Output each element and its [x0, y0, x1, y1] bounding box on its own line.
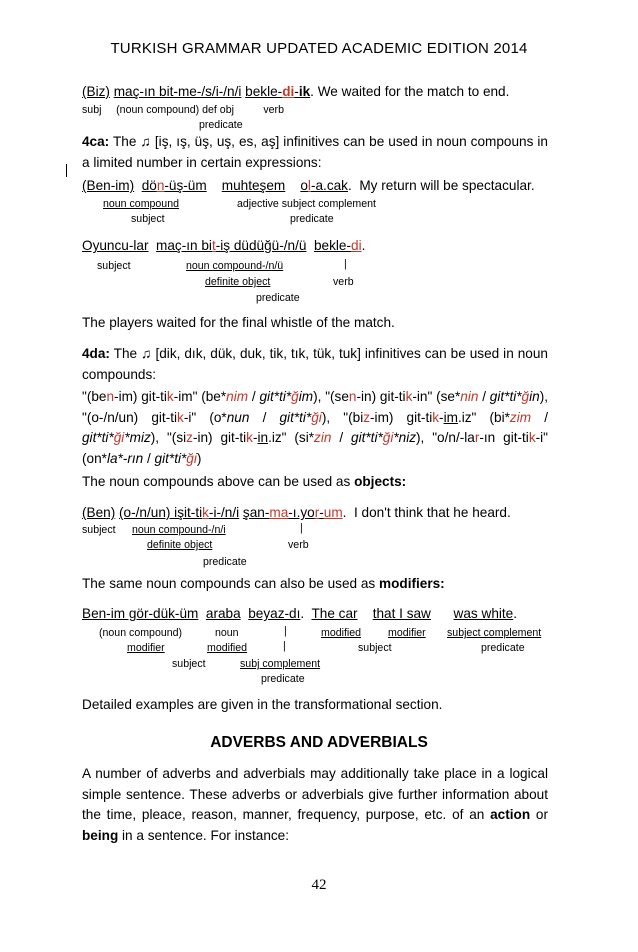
text-run: im	[298, 389, 314, 404]
syntax-label: subject	[131, 213, 165, 225]
text-run: "(be	[82, 389, 107, 404]
text-run: .	[361, 238, 366, 253]
text-run: in	[257, 430, 269, 445]
syntax-label: verb	[333, 276, 354, 288]
text-run: )	[196, 450, 202, 466]
text-run: -i" (o*	[183, 409, 227, 425]
syntax-label: |	[344, 258, 347, 270]
text-run: /	[248, 389, 260, 404]
text-run: -im" (be*	[173, 389, 227, 404]
text-run: Oyuncu-lar	[82, 238, 149, 253]
text-run	[134, 178, 142, 193]
text-run: ği	[311, 409, 322, 425]
syntax-label: modified	[321, 627, 362, 639]
text-run: -	[439, 409, 444, 425]
text-run: -iş düdüğü-/n/ü	[215, 238, 307, 253]
text-run: n	[106, 389, 115, 404]
syntax-label: noun compound	[103, 198, 179, 210]
text-run	[358, 606, 373, 621]
syntax-label: noun	[215, 627, 239, 639]
text-run: ), "(bi	[321, 409, 364, 425]
text-run: -	[319, 505, 324, 520]
text-run: git*ti*	[489, 389, 522, 404]
text-run: nun	[226, 409, 250, 425]
text-run: -in" (se*	[412, 389, 461, 404]
text-run: git*ti*	[351, 430, 383, 445]
text-run: k	[405, 389, 413, 404]
margin-mark	[66, 164, 67, 177]
syntax-label: definite object	[147, 539, 213, 551]
text-run: -in) git-ti	[356, 389, 406, 404]
syntax-label: subject	[172, 658, 206, 670]
text-run: -	[294, 84, 299, 99]
text-run: bekle-	[245, 84, 283, 99]
text-run: -	[252, 430, 258, 445]
text-run: zin	[314, 430, 332, 445]
text-run: n	[156, 178, 165, 193]
paragraph-adverbs	[82, 764, 548, 846]
text-run: The noun compounds above can be used as	[82, 474, 355, 489]
text-run: ), "o/n/-la	[416, 430, 475, 445]
text-run: maç-ın bit-me-/s/i-/n/i	[113, 84, 242, 99]
text-run	[285, 178, 300, 193]
text-run: The ♫ [iş, ış, üş, uş, es, aş] infinitives can be used in noun compouns in a limited number in certain expressions:	[82, 134, 548, 170]
text-run: /	[143, 450, 155, 466]
page-number: 42	[311, 877, 327, 893]
text-run: la*-rın	[106, 450, 144, 466]
paragraph-4ca	[82, 132, 548, 173]
text-run: -a.cak	[310, 178, 348, 193]
text-run: k	[432, 409, 440, 425]
syntax-label: subject	[358, 642, 392, 654]
text-run: (Ben)	[82, 505, 116, 520]
text-run: dö	[141, 178, 157, 193]
syntax-label: predicate	[256, 292, 300, 304]
syntax-label: predicate	[481, 642, 525, 654]
text-run: in	[529, 389, 540, 404]
text-run: n	[348, 389, 357, 404]
text-run: ma	[269, 505, 289, 520]
syntax-label: noun compound-/n/ü	[186, 260, 284, 272]
syntax-label: verb	[288, 539, 309, 551]
paragraph-forms	[82, 387, 548, 469]
text-run: *niz	[393, 430, 417, 445]
syntax-label: noun compound-/n/i	[132, 524, 226, 536]
syntax-label: modifier	[388, 627, 426, 639]
text-run: ği	[382, 430, 394, 445]
example-sentence	[82, 178, 535, 193]
text-run: . My return will be spectacular.	[347, 178, 535, 193]
text-run: -im) git-ti	[114, 389, 167, 404]
text-run: t	[211, 238, 216, 253]
text-run: z	[363, 409, 371, 425]
text-run: -i-/n/i	[208, 505, 240, 520]
syntax-label: modifier	[127, 642, 165, 654]
text-run: . I don't think that he heard.	[342, 505, 511, 520]
text-run: . We waited for the match to end.	[310, 84, 510, 99]
syntax-label: subj (noun compound) def obj verb	[82, 104, 284, 116]
text-run: maç-ın bi	[156, 238, 212, 253]
text-run: ), "(o-/n/un) git-ti	[82, 389, 548, 425]
text-run: ğ	[291, 389, 299, 404]
text-run: araba	[205, 606, 241, 621]
text-run: that I saw	[372, 606, 431, 621]
text-run: l	[307, 178, 311, 193]
text-run: (Biz)	[82, 84, 110, 99]
paragraph	[82, 576, 445, 591]
text-run	[207, 178, 222, 193]
text-run: in a sentence. For instance:	[118, 827, 290, 843]
text-run: objects:	[354, 474, 407, 489]
paragraph	[82, 474, 406, 489]
text-run: ik	[298, 84, 311, 99]
text-run: (o-/n/un) işit-ti	[119, 505, 203, 520]
text-run: /	[478, 389, 490, 404]
syntax-label: predicate	[261, 673, 305, 685]
paragraph-4da	[82, 344, 548, 385]
text-run: git*ti*	[259, 389, 292, 404]
example-sentence	[82, 505, 511, 520]
text-run: im	[443, 409, 458, 425]
text-run: .	[513, 606, 518, 621]
text-run: -in) git-ti	[192, 430, 247, 445]
text-run: .iz" (si*	[268, 430, 315, 445]
syntax-label: |	[300, 522, 303, 534]
text-run	[306, 238, 314, 253]
text-run: -ın git-ti	[479, 430, 529, 445]
paragraph: The players waited for the final whistle of the match.	[82, 315, 395, 330]
text-run: being	[82, 827, 119, 843]
text-run: di	[282, 84, 295, 99]
text-run: ği	[113, 430, 125, 445]
text-run: /	[331, 430, 352, 445]
text-run: .iz" (bi*	[457, 409, 510, 425]
text-run: bekle-	[313, 238, 352, 253]
example-sentence	[82, 238, 365, 253]
example-sentence	[82, 606, 517, 621]
syntax-label: subj complement	[240, 658, 321, 670]
text-run: ğ	[521, 389, 530, 404]
text-run: The ♫ [dik, dık, dük, duk, tik, tık, tük, tuk] infinitives can be used in noun compounds:	[82, 346, 548, 382]
text-run: z	[186, 430, 193, 445]
text-run: .	[300, 606, 312, 621]
text-run: 4ca:	[82, 134, 110, 149]
text-run: action	[490, 807, 531, 822]
text-run: o	[300, 178, 308, 193]
text-run: -üş-üm	[164, 178, 207, 193]
text-run: r	[474, 430, 480, 445]
example-sentence	[82, 84, 509, 99]
text-run: k	[166, 389, 174, 404]
syntax-label: |	[283, 640, 286, 652]
syntax-label: subject	[82, 524, 116, 536]
text-run: modifiers:	[379, 576, 445, 591]
text-run: git*ti*	[82, 430, 114, 445]
text-run: zim	[509, 409, 532, 425]
text-run: git*ti*	[154, 450, 187, 466]
text-run: -i" (on*	[82, 430, 548, 466]
syntax-label: predicate	[203, 556, 247, 568]
text-run: k	[177, 409, 184, 425]
text-run: The car	[311, 606, 358, 621]
syntax-label: predicate	[199, 119, 243, 131]
text-run: was white	[453, 606, 514, 621]
text-run: um	[323, 505, 343, 520]
text-run: Ben-im gör-dük-üm	[82, 606, 199, 621]
running-header: TURKISH GRAMMAR UPDATED ACADEMIC EDITION 2014	[110, 40, 528, 57]
text-run: *miz	[124, 430, 151, 445]
text-run	[148, 238, 156, 253]
text-run: şan-	[242, 505, 270, 520]
text-run: The same noun compounds can also be used as	[82, 576, 379, 591]
syntax-label: definite object	[205, 276, 271, 288]
text-run: nin	[460, 389, 479, 404]
syntax-label: modified	[207, 642, 248, 654]
text-run: or	[530, 807, 548, 822]
syntax-label: predicate	[290, 213, 334, 225]
text-run: ), "(si	[150, 430, 187, 445]
text-run: /	[531, 409, 548, 425]
text-run: (Ben-im)	[82, 178, 135, 193]
syntax-label: adjective subject complement	[237, 198, 376, 210]
text-run: beyaz-dı	[248, 606, 301, 621]
text-run: r	[314, 505, 320, 520]
text-run: A number of adverbs and adverbials may additionally take place in a logical simple sentence. These adverbs or adverbials give further information about the time, pleace, reason, manner, frequency, purpose, etc. of an	[82, 766, 548, 822]
text-run: k	[528, 430, 536, 445]
text-run	[198, 606, 206, 621]
text-run: -im) git-ti	[370, 409, 433, 425]
paragraph: Detailed examples are given in the transformational section.	[82, 697, 443, 712]
syntax-label: subject	[97, 260, 131, 272]
text-run: k	[202, 505, 209, 520]
text-run: k	[246, 430, 253, 445]
section-heading: ADVERBS AND ADVERBIALS	[210, 734, 428, 751]
text-run: -ı.yo	[288, 505, 315, 520]
text-run: ), "(se	[313, 389, 349, 404]
text-run: nim	[226, 389, 249, 404]
text-run: muhteşem	[221, 178, 286, 193]
syntax-label: subject complement	[447, 627, 542, 639]
text-run: di	[351, 238, 362, 253]
text-run: /	[249, 409, 280, 425]
text-run	[431, 606, 454, 621]
text-run: 4da:	[82, 346, 110, 361]
text-run: ği	[186, 450, 197, 466]
text-run: git*ti*	[279, 409, 312, 425]
syntax-label: |	[284, 625, 287, 637]
syntax-label: (noun compound)	[99, 627, 183, 639]
